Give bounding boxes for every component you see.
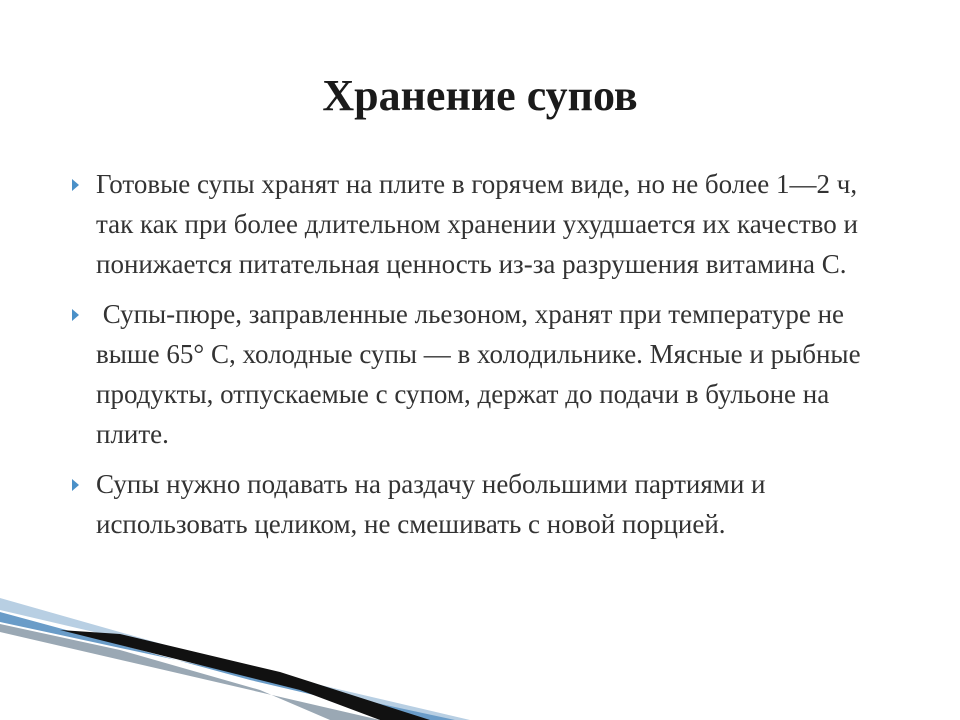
bullet-list [70,164,870,554]
bullet-text: Готовые супы хранят на плите в горячем виде, но не более 1—2 ч, так как при более длительном хранении ухудшается их качество и понижается питательная ценность из-за разрушения витамина С. [96,169,858,279]
bullet-item [70,294,870,454]
swoosh-light-stripe [0,598,470,720]
bullet-arrow-icon [72,479,79,491]
swoosh-dark-stripe [60,630,430,720]
bullet-arrow-icon [72,309,79,321]
bullet-item [70,164,870,284]
slide-title: Хранение супов [322,71,638,120]
bullet-arrow-icon [72,179,79,191]
swoosh-gray-stripe [0,624,380,720]
bullet-text: Супы нужно подавать на раздачу небольшими партиями и использовать целиком, не смешивать с новой порцией. [96,469,766,539]
bullet-text: Супы-пюре, заправленные льезоном, хранят при температуре не выше 65° С, холодные супы — в холодильнике. Мясные и рыбные продукты, отпускаемые с супом, держат до подачи в бульоне на плите. [96,299,868,449]
bullet-item [70,464,870,544]
swoosh-blue-stripe [0,612,455,720]
